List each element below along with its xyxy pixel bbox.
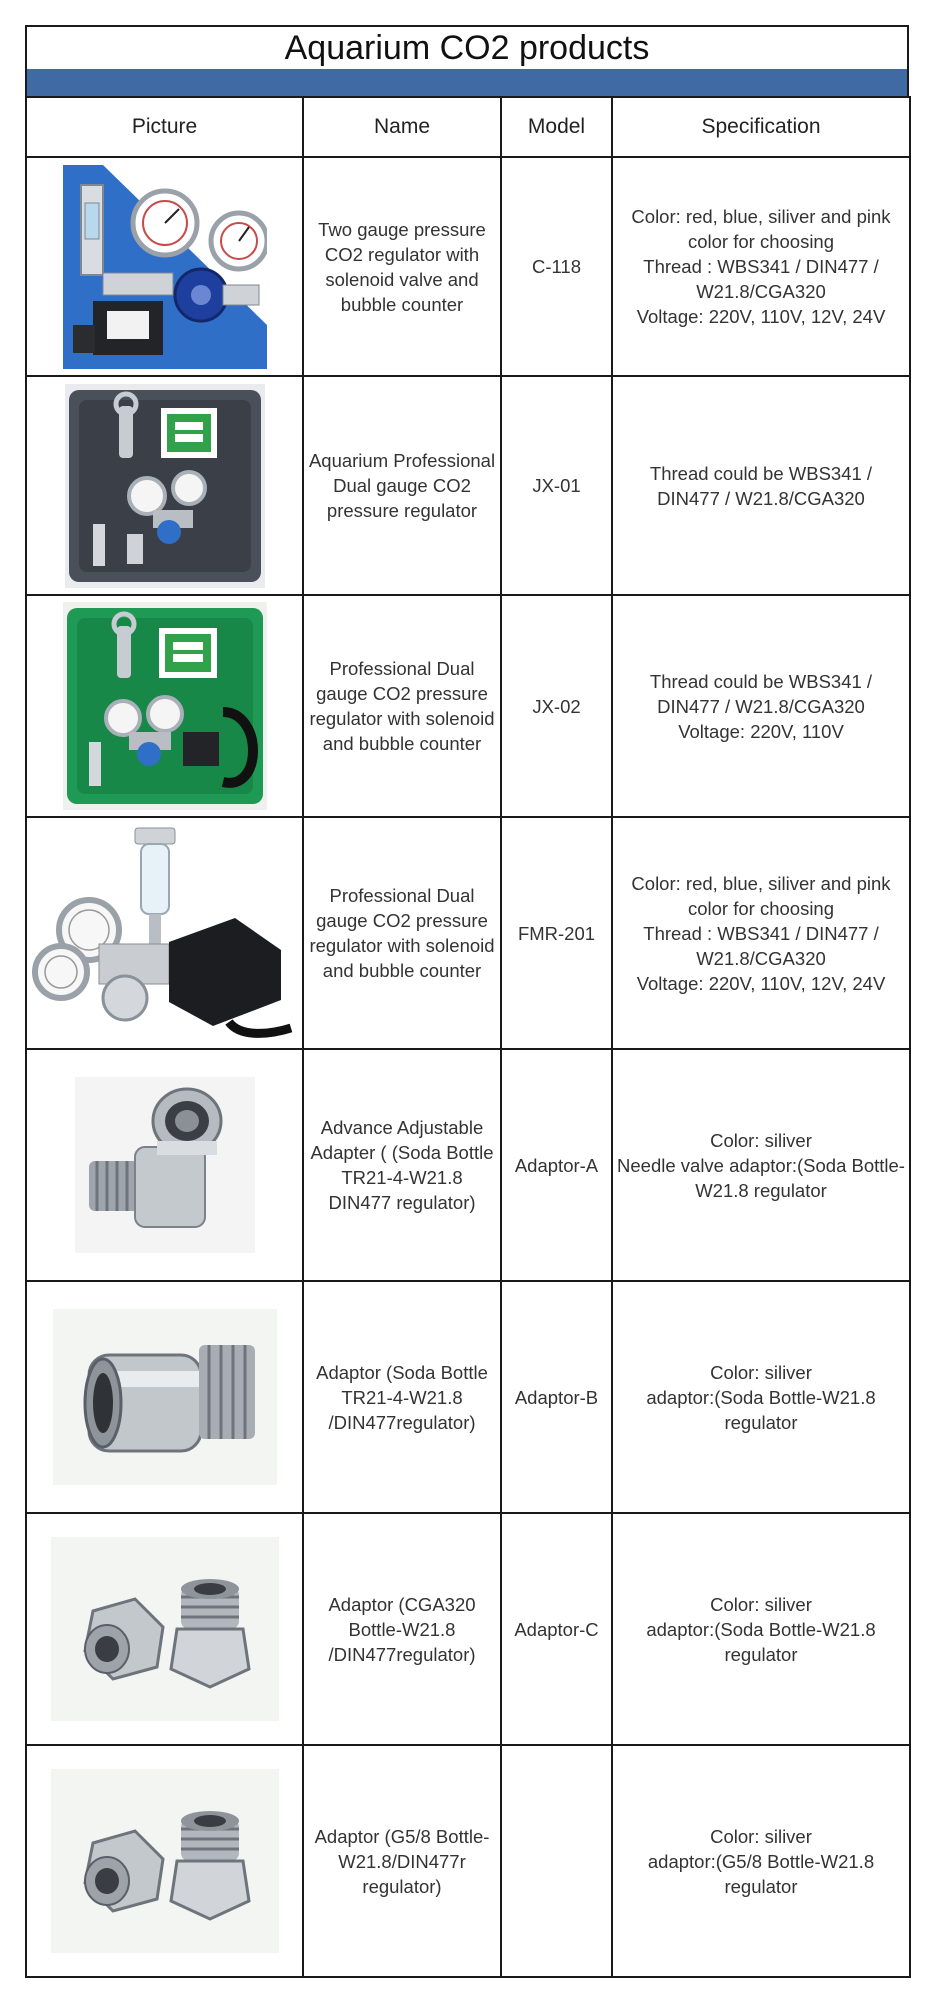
table-row — [26, 1745, 910, 1977]
spec-line: Thread : WBS341 / DIN477 / W21.8/CGA320 — [643, 922, 879, 969]
product-name-cell: Professional Dual gauge CO2 pressure regulator with solenoid and bubble counter — [303, 817, 501, 1049]
spec-line: Color: siliver — [710, 1129, 812, 1151]
two-gauge-regulator-photo-icon — [27, 165, 302, 369]
table-row — [26, 1513, 910, 1745]
product-name-cell: Two gauge pressure CO2 regulator with solenoid valve and bubble counter — [303, 157, 501, 376]
column-header-name: Name — [303, 97, 501, 157]
product-spec-cell — [612, 157, 910, 376]
g58-adaptor-pair-photo-icon — [27, 1769, 302, 1953]
product-picture-cell — [26, 595, 303, 817]
product-spec-cell — [612, 376, 910, 595]
product-model-cell: Adaptor-B — [501, 1281, 612, 1513]
product-model-cell: Adaptor-A — [501, 1049, 612, 1281]
product-spec-cell — [612, 817, 910, 1049]
product-picture-cell — [26, 1049, 303, 1281]
spec-line: Thread could be WBS341 / DIN477 / W21.8/CGA320 — [649, 670, 873, 717]
spec-line: Voltage: 220V, 110V — [678, 720, 844, 742]
products-table — [25, 96, 911, 1978]
regulator-with-bubble-counter-photo-icon — [27, 822, 302, 1044]
product-model-cell — [501, 1745, 612, 1977]
spec-line: Voltage: 220V, 110V, 12V, 24V — [636, 972, 886, 994]
spec-line: Color: siliver — [710, 1593, 812, 1615]
product-name-cell: Professional Dual gauge CO2 pressure regulator with solenoid and bubble counter — [303, 595, 501, 817]
header-band — [25, 69, 909, 96]
column-header-specification: Specification — [612, 97, 910, 157]
spec-line: adaptor:(Soda Bottle-W21.8 regulator — [646, 1618, 876, 1665]
adjustable-adapter-photo-icon — [27, 1077, 302, 1253]
spec-line: adaptor:(Soda Bottle-W21.8 regulator — [646, 1386, 876, 1433]
product-model-cell: C-118 — [501, 157, 612, 376]
spec-line: Color: red, blue, siliver and pink color for choosing — [631, 872, 891, 919]
spec-line: Needle valve adaptor:(Soda Bottle-W21.8 regulator — [617, 1154, 905, 1201]
table-row — [26, 376, 910, 595]
spec-line: Thread : WBS341 / DIN477 / W21.8/CGA320 — [643, 256, 879, 302]
product-picture-cell — [26, 157, 303, 376]
product-sheet — [25, 25, 909, 1978]
product-spec-cell — [612, 1049, 910, 1281]
product-name-cell: Advance Adjustable Adapter ( (Soda Bottle TR21-4-W21.8 DIN477 regulator) — [303, 1049, 501, 1281]
product-model-cell: JX-01 — [501, 376, 612, 595]
product-model-cell: Adaptor-C — [501, 1513, 612, 1745]
table-row — [26, 157, 910, 376]
spec-line: Voltage: 220V, 110V, 12V, 24V — [636, 306, 886, 327]
column-header-model: Model — [501, 97, 612, 157]
table-row — [26, 1049, 910, 1281]
dark-case-regulator-photo-icon — [27, 384, 302, 588]
product-spec-cell — [612, 595, 910, 817]
table-row — [26, 817, 910, 1049]
product-picture-cell — [26, 1745, 303, 1977]
product-spec-cell — [612, 1745, 910, 1977]
product-name-cell: Adaptor (G5/8 Bottle-W21.8/DIN477r regulator) — [303, 1745, 501, 1977]
product-spec-cell — [612, 1281, 910, 1513]
table-row — [26, 595, 910, 817]
table-header-row — [26, 97, 910, 157]
column-header-picture: Picture — [26, 97, 303, 157]
product-model-cell: JX-02 — [501, 595, 612, 817]
product-model-cell: FMR-201 — [501, 817, 612, 1049]
product-name-cell: Aquarium Professional Dual gauge CO2 pressure regulator — [303, 376, 501, 595]
green-case-regulator-photo-icon — [27, 602, 302, 810]
table-row — [26, 1281, 910, 1513]
product-name-cell: Adaptor (CGA320 Bottle-W21.8 /DIN477regulator) — [303, 1513, 501, 1745]
product-spec-cell — [612, 1513, 910, 1745]
spec-line: Thread could be WBS341 / DIN477 / W21.8/CGA320 — [649, 462, 873, 509]
product-name-cell: Adaptor (Soda Bottle TR21-4-W21.8 /DIN477regulator) — [303, 1281, 501, 1513]
page-title: Aquarium CO2 products — [25, 25, 909, 69]
product-picture-cell — [26, 817, 303, 1049]
spec-line: Color: siliver — [710, 1825, 812, 1847]
spec-line: Color: siliver — [710, 1361, 812, 1383]
product-picture-cell — [26, 376, 303, 595]
product-picture-cell — [26, 1513, 303, 1745]
soda-bottle-adaptor-photo-icon — [27, 1309, 302, 1485]
spec-line: Color: red, blue, siliver and pink color for choosing — [631, 206, 891, 252]
spec-line: adaptor:(G5/8 Bottle-W21.8 regulator — [647, 1850, 875, 1897]
product-picture-cell — [26, 1281, 303, 1513]
cga320-adaptor-pair-photo-icon — [27, 1537, 302, 1721]
